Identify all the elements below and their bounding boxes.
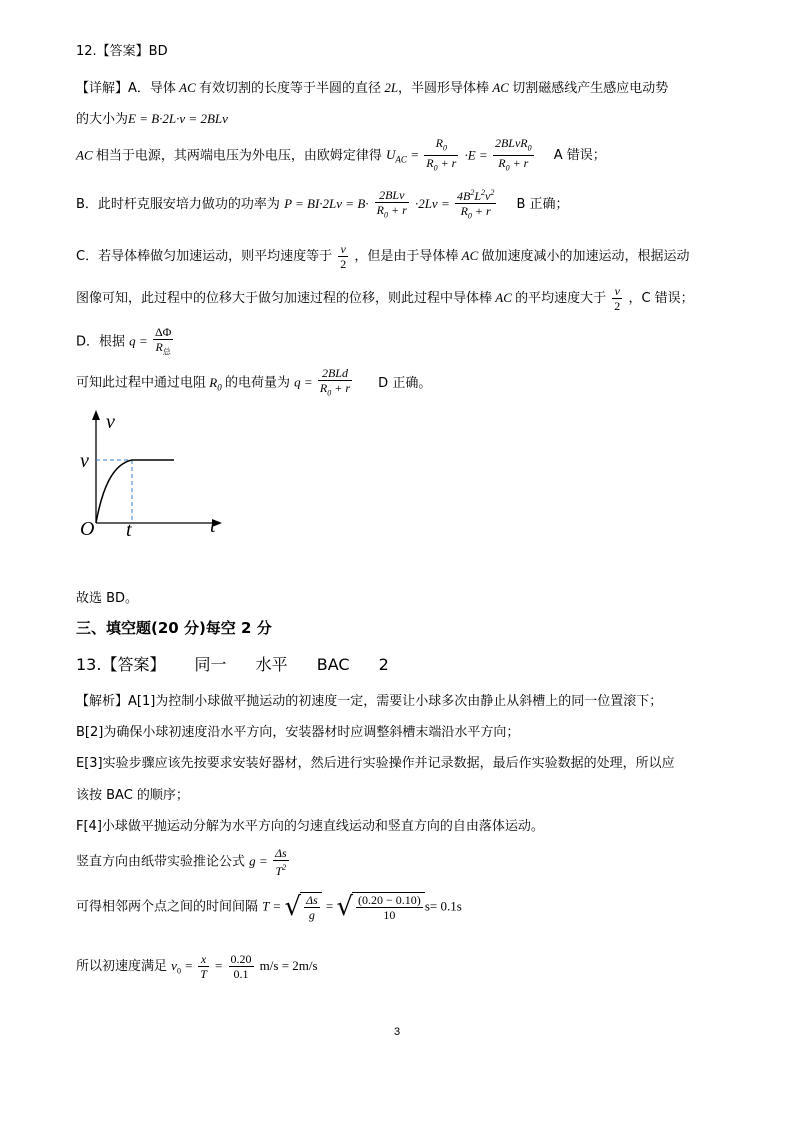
q12-ohm: AC 相当于电源，其两端电压为外电压，由欧姆定律得 $U_{AC}$ = $\frac{R_0}{R_0 + r}$ ·E = $\frac{2BLvR_0}{R_0 + r}$ A 错误； — [76, 136, 606, 173]
q13-analysis-5: F[4]小球做平抛运动分解为水平方向的匀速直线运动和竖直方向的自由落体运动。 — [76, 819, 544, 834]
y-axis-label: v — [106, 411, 115, 433]
v-tick-label: v — [80, 450, 89, 472]
emf-formula: E = B·2L·v = 2BLv — [128, 111, 228, 126]
q12-c1: C．若导体棒做匀加速运动，则平均速度等于 $\frac{v}{2}$ ，但是由于导体棒 AC 做加速度减小的加速运动，根据运动 — [76, 242, 690, 271]
velocity-curve — [96, 460, 174, 523]
answer-2: 水平 — [255, 655, 288, 674]
q13-initial-velocity: 所以初速度满足 $v_0$ = $\frac{x}{T}$ = $\frac{0.20}{0.1}$ m/s = 2m/s — [76, 952, 318, 981]
answer-4: 2 — [378, 655, 389, 674]
q13-analysis-4: 该按 BAC 的顺序； — [76, 788, 189, 803]
answer-1: 同一 — [194, 655, 227, 674]
answer-3: BAC — [316, 655, 350, 674]
q12-d: D．根据 q = $\frac{\Delta\Phi}{R_总}$ — [76, 325, 172, 357]
q13-vertical-formula: 竖直方向由纸带实验推论公式 g = $\frac{\Delta s}{T^2}$ — [76, 846, 287, 878]
q13-analysis-3: E[3]实验步骤应该先按要求安装好器材，然后进行实验操作并记录数据，最后作实验数据的处理，所以应 — [76, 756, 675, 771]
q12-d2: 可知此过程中通过电阻 $R_0$ 的电荷量为 q = $\frac{\text{2BLd}}{R_0 + r}$ D 正确。 — [76, 366, 432, 398]
q12-conclusion: 故选 BD。 — [76, 591, 139, 606]
page-number: 3 — [393, 1026, 401, 1038]
q12-b: B．此时杆克服安培力做功的功率为 P = BI·2Lv = B· $\frac{\text{2BLv}}{R_0 + r}$ ·2Lv = $\frac{4B^2L^2v^2}{R_0 + r}$ B 正确； — [76, 187, 569, 221]
q13-answer: 13.【答案】 同一 水平 BAC 2 — [76, 655, 389, 674]
q12-emf: 的大小为E = B·2L·v = 2BLv — [76, 111, 228, 127]
q12-answer: 12.【答案】BD — [76, 44, 168, 59]
q13-analysis-2: B[2]为确保小球初速度沿水平方向，安装器材时应调整斜槽末端沿水平方向； — [76, 725, 520, 740]
q12-c2: 图像可知，此过程中的位移大于做匀加速过程的位移，则此过程中导体棒 AC 的平均速度大于 $\frac{v}{2}$ ，C 错误； — [76, 284, 694, 313]
q13-interval: 可得相邻两个点之间的时间间隔 T = √ $\frac{\Delta s}{g}$ = √ $\frac{(0.20 - 0.10)}{10}$ s= 0.1s — [76, 892, 462, 922]
x-axis-label: t — [210, 515, 216, 537]
q12-detail-a: 【详解】A．导体 AC 有效切割的长度等于半圆的直径 2L，半圆形导体棒 AC 切割磁感线产生感应电动势 — [76, 80, 669, 96]
q13-analysis-1: 【解析】A[1]为控制小球做平抛运动的初速度一定，需要让小球多次由静止从斜槽上的同一位置滚下； — [76, 694, 663, 709]
origin-label: O — [80, 518, 95, 538]
t-tick-label: t — [126, 519, 132, 538]
y-axis-arrow — [92, 410, 100, 420]
section-title: 三、填空题(20 分)每空 2 分 — [76, 619, 272, 637]
detail-label: 【详解】 — [76, 81, 129, 96]
velocity-time-graph — [76, 408, 226, 538]
